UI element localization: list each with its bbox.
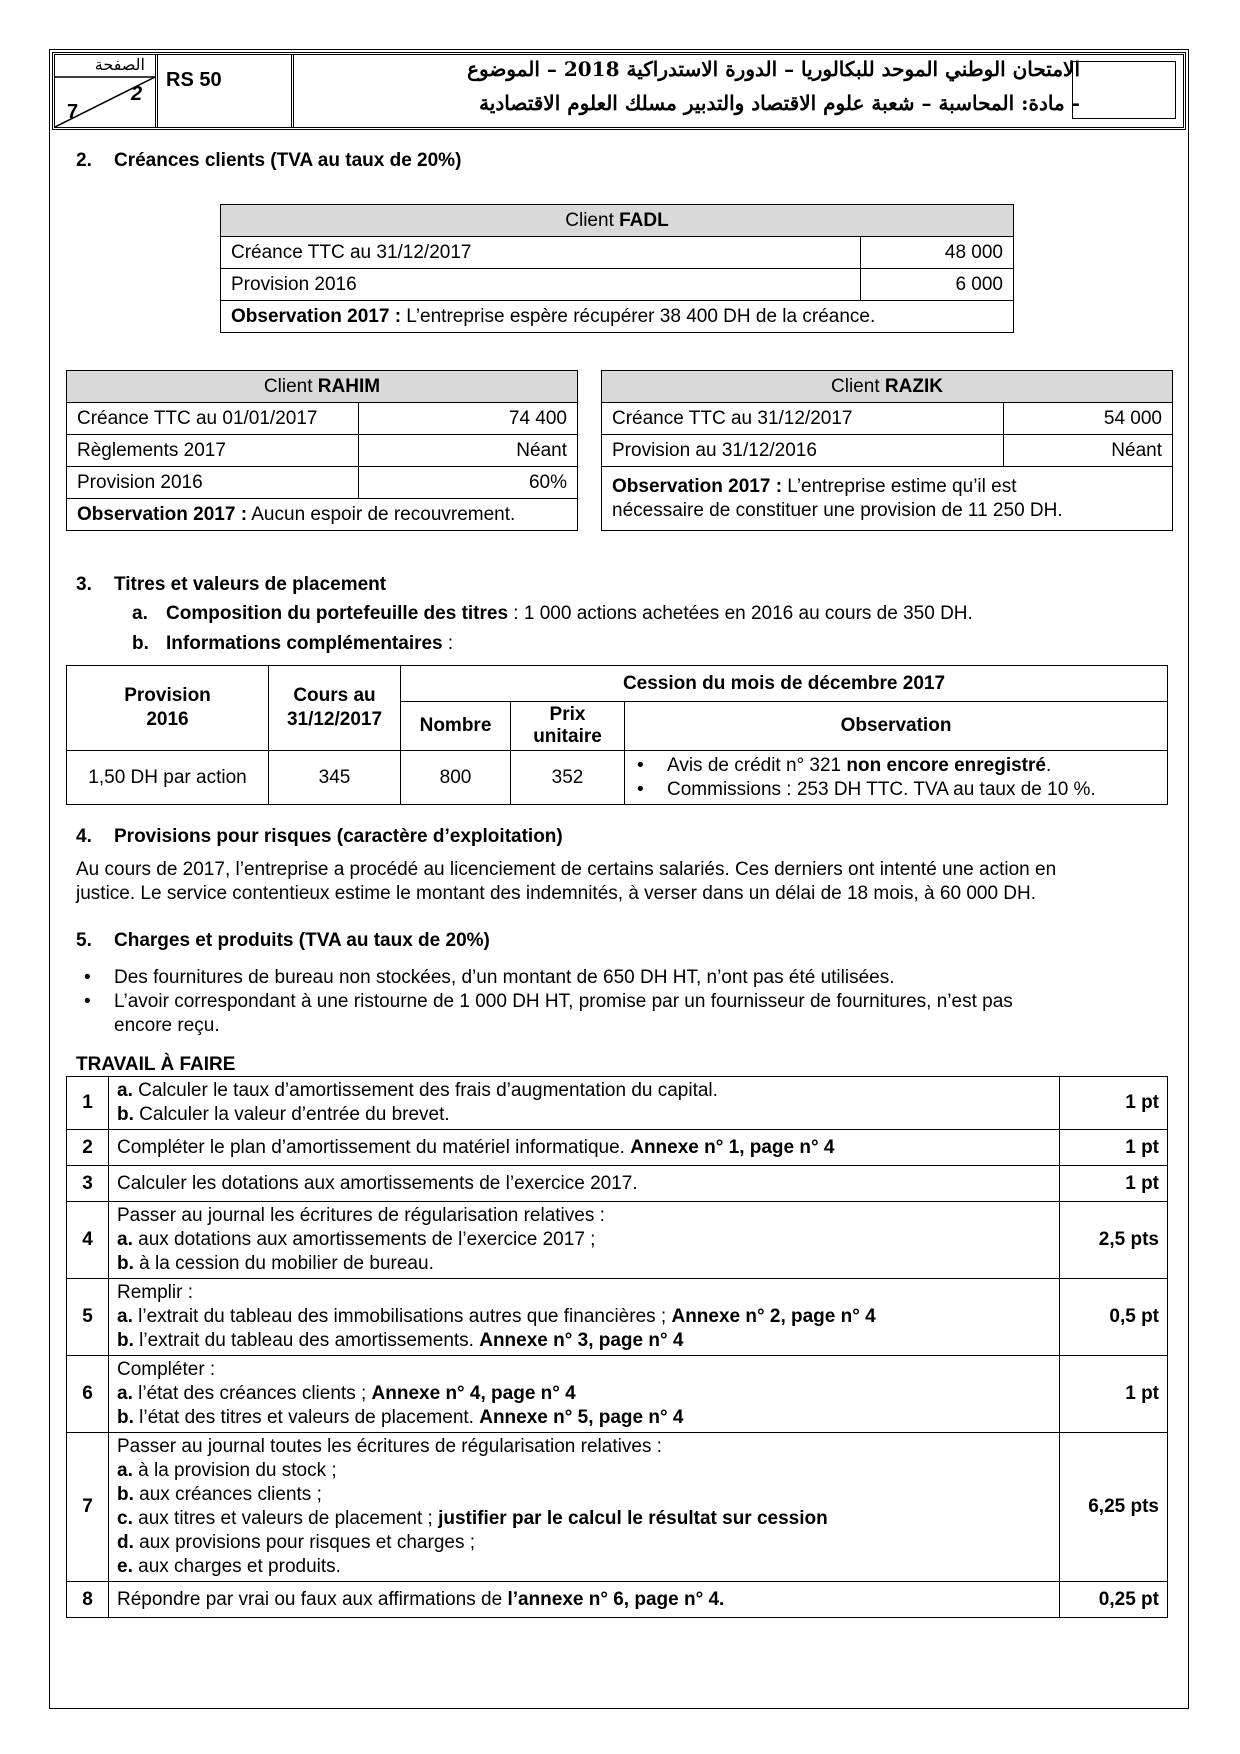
exam-code: RS 50 — [166, 69, 222, 91]
section-title: Titres et valeurs de placement — [114, 574, 387, 595]
exam-code-cell — [158, 55, 294, 127]
task-number: 7 — [67, 1433, 109, 1582]
table-row — [221, 269, 1014, 301]
table-row — [67, 1077, 1168, 1130]
row-label: Créance TTC au 31/12/2017 — [221, 237, 861, 269]
section-number: 2. — [76, 150, 92, 171]
header-text: Prix — [549, 704, 586, 725]
section-4-title — [76, 826, 563, 848]
row-value: 74 400 — [359, 403, 578, 435]
item-bold: l’annexe n° 6, page n° 4. — [507, 1588, 725, 1610]
s3-item-b — [132, 632, 453, 656]
list-item — [637, 778, 1157, 802]
task-number: 4 — [67, 1202, 109, 1279]
table-row — [67, 1356, 1168, 1433]
task-content — [109, 1202, 1060, 1279]
item-letter: a. — [117, 1229, 133, 1250]
item-letter: b. — [132, 633, 149, 654]
item-letter: d. — [117, 1532, 134, 1553]
client-fadl-table — [220, 204, 1014, 333]
item-text: aux provisions pour risques et charges ; — [133, 1532, 476, 1553]
item-text: à la provision du stock ; — [132, 1460, 337, 1481]
paragraph-line: justice. Le service contentieux estime le montant des indemnités, à verser dans un délai de 18 mois, à 60 000 DH. — [76, 883, 1037, 904]
section-title: Provisions pour risques (caractère d’exploitation) — [114, 826, 563, 847]
item-text: à la cession du mobilier de bureau. — [133, 1253, 434, 1274]
task-content — [109, 1166, 1060, 1202]
observation-label: Observation 2017 : — [612, 475, 783, 497]
observation-text: L’entreprise espère récupérer 38 400 DH de la créance. — [401, 305, 876, 327]
row-label: Provision 2016 — [67, 467, 359, 499]
task-points: 2,5 pts — [1060, 1202, 1168, 1279]
item-intro: Passer au journal toutes les écritures de régularisation relatives : — [117, 1436, 662, 1457]
section-title-rest: (TVA au taux de 20%) — [293, 930, 490, 951]
exam-header — [52, 52, 1186, 130]
section-5-title — [76, 930, 490, 952]
client-name: FADL — [619, 209, 669, 231]
total-pages: 7 — [67, 101, 79, 123]
item-text: : — [442, 633, 454, 654]
paragraph-line: Au cours de 2017, l’entreprise a procédé au licenciement de certains salariés. Ces derniers ont intenté une action en — [76, 859, 1057, 880]
task-number: 3 — [67, 1166, 109, 1202]
exam-title-line2: - مادة: المحاسبة – شعبة علوم الاقتصاد والتدبير مسلك العلوم الاقتصادية — [479, 91, 1080, 115]
task-content — [109, 1356, 1060, 1433]
header-text: unitaire — [533, 726, 602, 747]
item-letter: b. — [117, 1104, 134, 1125]
row-label: Provision au 31/12/2016 — [602, 435, 1004, 467]
item-text: l’extrait du tableau des amortissements. — [133, 1330, 480, 1351]
row-label: Règlements 2017 — [67, 435, 359, 467]
item-letter: a. — [117, 1306, 133, 1327]
list-item — [637, 754, 1157, 778]
task-number: 5 — [67, 1279, 109, 1356]
task-number: 8 — [67, 1582, 109, 1618]
row-value: Néant — [359, 435, 578, 467]
page-number: 2 — [131, 83, 143, 105]
client-prefix: Client — [565, 209, 620, 231]
item-text: aux dotations aux amortissements de l’exercice 2017 ; — [132, 1229, 596, 1250]
row-value: 54 000 — [1004, 403, 1173, 435]
item-letter: a. — [117, 1383, 133, 1404]
observation-label: Observation 2017 : — [231, 305, 402, 327]
section-3-title — [76, 574, 386, 596]
table-row — [67, 1279, 1168, 1356]
table-row — [67, 1582, 1168, 1618]
header-text: Provision — [124, 685, 211, 706]
table-row — [67, 751, 1168, 805]
table-row — [67, 435, 578, 467]
row-value: Néant — [1004, 435, 1173, 467]
client-fadl-observation — [221, 301, 1014, 333]
item-text: Avis de crédit n° 321 — [667, 754, 847, 776]
observation-text: nécessaire de constituer une provision de 11 250 DH. — [612, 499, 1063, 521]
client-razik-observation — [602, 467, 1173, 531]
item-text: Calculer le taux d’amortissement des frais d’augmentation du capital. — [132, 1080, 718, 1101]
s3-item-a — [132, 602, 973, 626]
item-text: Commissions : 253 DH TTC. TVA au taux de 10 %. — [667, 778, 1096, 800]
candidate-box — [1072, 61, 1176, 119]
task-number: 6 — [67, 1356, 109, 1433]
section-number: 4. — [76, 826, 92, 847]
header-prix — [511, 702, 625, 751]
section-title: Charges et produits — [114, 930, 294, 951]
task-content — [109, 1130, 1060, 1166]
page-label: الصفحة — [94, 55, 145, 74]
row-value: 48 000 — [861, 237, 1014, 269]
item-text: aux créances clients ; — [133, 1484, 322, 1505]
row-label: Créance TTC au 31/12/2017 — [602, 403, 1004, 435]
table-row — [67, 1433, 1168, 1582]
client-fadl-header — [221, 205, 1014, 237]
item-text: aux charges et produits. — [132, 1556, 341, 1577]
task-points: 1 pt — [1060, 1356, 1168, 1433]
bullet-icon: • — [84, 991, 91, 1012]
client-razik-header — [602, 371, 1173, 403]
item-label: Composition du portefeuille des titres — [166, 603, 509, 624]
bullet-text: L’avoir correspondant à une ristourne de 1 000 DH HT, promise par un fournisseur de fournitures, n’est pas — [114, 991, 1013, 1012]
exam-title — [295, 55, 1095, 127]
item-text: l’extrait du tableau des immobilisations autres que financières ; — [132, 1306, 672, 1327]
item-bold: Annexe n° 2, page n° 4 — [671, 1306, 876, 1327]
item-intro: Compléter : — [117, 1359, 216, 1380]
s4-paragraph — [76, 858, 1176, 906]
client-name: RAHIM — [317, 375, 381, 397]
header-observation: Observation — [625, 702, 1168, 751]
item-text: l’état des créances clients ; — [132, 1383, 372, 1404]
item-bold: Annexe n° 1, page n° 4 — [630, 1136, 835, 1158]
client-prefix: Client — [263, 375, 318, 397]
table-row — [67, 1130, 1168, 1166]
task-number: 2 — [67, 1130, 109, 1166]
bullet-text: encore reçu. — [114, 1015, 220, 1036]
titres-table — [66, 665, 1168, 805]
header-nombre: Nombre — [401, 702, 511, 751]
section-number: 3. — [76, 574, 92, 595]
item-letter: a. — [117, 1080, 133, 1101]
item-letter: a. — [132, 603, 148, 624]
item-intro: Passer au journal les écritures de régularisation relatives : — [117, 1205, 605, 1226]
cell-prix: 352 — [511, 751, 625, 805]
header-text: 31/12/2017 — [286, 709, 383, 730]
table-row — [67, 467, 578, 499]
task-points: 1 pt — [1060, 1166, 1168, 1202]
page-number-cell — [55, 55, 158, 127]
task-points: 0,5 pt — [1060, 1279, 1168, 1356]
task-content — [109, 1077, 1060, 1130]
task-content — [109, 1433, 1060, 1582]
table-row — [67, 1202, 1168, 1279]
travail-title: TRAVAIL À FAIRE — [76, 1054, 236, 1075]
item-letter: b. — [117, 1253, 134, 1274]
item-bold: Annexe n° 3, page n° 4 — [479, 1330, 684, 1351]
item-letter: b. — [117, 1330, 134, 1351]
item-bold: justifier par le calcul le résultat sur cession — [438, 1508, 828, 1529]
item-letter: c. — [117, 1508, 133, 1529]
bullet-text: Des fournitures de bureau non stockées, d’un montant de 650 DH HT, n’ont pas été utilisées. — [114, 967, 895, 988]
item-bold: non encore enregistré — [846, 754, 1046, 776]
item-label: Informations complémentaires — [166, 633, 443, 654]
task-points: 6,25 pts — [1060, 1433, 1168, 1582]
header-text: Cours au — [293, 685, 376, 706]
client-razik-table — [601, 370, 1173, 531]
item-letter: e. — [117, 1556, 133, 1577]
observation-text: Aucun espoir de recouvrement. — [247, 503, 516, 525]
s5-bullet-2 — [84, 990, 1174, 1038]
observation-label: Observation 2017 : — [77, 503, 248, 525]
table-row — [67, 403, 578, 435]
cell-cours: 345 — [269, 751, 401, 805]
item-text: aux titres et valeurs de placement ; — [132, 1508, 439, 1529]
bullet-icon: • — [637, 754, 644, 776]
table-row — [221, 237, 1014, 269]
item-text: Calculer la valeur d’entrée du brevet. — [133, 1104, 450, 1125]
item-bold: Annexe n° 4, page n° 4 — [371, 1383, 576, 1404]
section-2-title — [76, 150, 461, 172]
cell-nombre: 800 — [401, 751, 511, 805]
item-text: l’état des titres et valeurs de placement. — [133, 1407, 480, 1428]
header-text: 2016 — [146, 709, 189, 730]
table-row — [602, 435, 1173, 467]
cell-provision: 1,50 DH par action — [67, 751, 269, 805]
section-title: Créances clients (TVA au taux de 20%) — [114, 150, 462, 171]
item-letter: b. — [117, 1407, 134, 1428]
row-label: Provision 2016 — [221, 269, 861, 301]
item-text: Calculer les dotations aux amortissements de l’exercice 2017. — [117, 1172, 638, 1194]
row-label: Créance TTC au 01/01/2017 — [67, 403, 359, 435]
item-letter: b. — [117, 1484, 134, 1505]
item-text: : 1 000 actions achetées en 2016 au cours de 350 DH. — [508, 603, 973, 624]
item-letter: a. — [117, 1460, 133, 1481]
s5-bullet-1 — [84, 966, 1174, 990]
section-number: 5. — [76, 930, 92, 951]
task-number: 1 — [67, 1077, 109, 1130]
item-text: . — [1045, 754, 1052, 776]
travail-table — [66, 1076, 1168, 1618]
exam-title-line1: الامتحان الوطني الموحد للبكالوريا – الدورة الاستدراكية 2018 – الموضوع — [467, 57, 1080, 81]
client-rahim-table — [66, 370, 578, 531]
task-content — [109, 1582, 1060, 1618]
item-text: Répondre par vrai ou faux aux affirmations de — [117, 1588, 508, 1610]
task-content — [109, 1279, 1060, 1356]
observation-text: L’entreprise estime qu’il est — [782, 475, 1017, 497]
header-cession: Cession du mois de décembre 2017 — [401, 666, 1168, 702]
client-prefix: Client — [831, 375, 885, 397]
item-text: Compléter le plan d’amortissement du matériel informatique. — [117, 1136, 631, 1158]
table-row — [67, 1166, 1168, 1202]
cell-observation — [625, 751, 1168, 805]
client-rahim-observation — [67, 499, 578, 531]
header-cours — [269, 666, 401, 751]
bullet-icon: • — [637, 778, 644, 800]
item-bold: Annexe n° 5, page n° 4 — [479, 1407, 684, 1428]
client-rahim-header — [67, 371, 578, 403]
client-name: RAZIK — [884, 375, 943, 397]
item-intro: Remplir : — [117, 1282, 194, 1303]
header-provision — [67, 666, 269, 751]
bullet-icon: • — [84, 967, 91, 988]
table-row — [602, 403, 1173, 435]
task-points: 1 pt — [1060, 1130, 1168, 1166]
row-value: 6 000 — [861, 269, 1014, 301]
task-points: 1 pt — [1060, 1077, 1168, 1130]
task-points: 0,25 pt — [1060, 1582, 1168, 1618]
row-value: 60% — [359, 467, 578, 499]
